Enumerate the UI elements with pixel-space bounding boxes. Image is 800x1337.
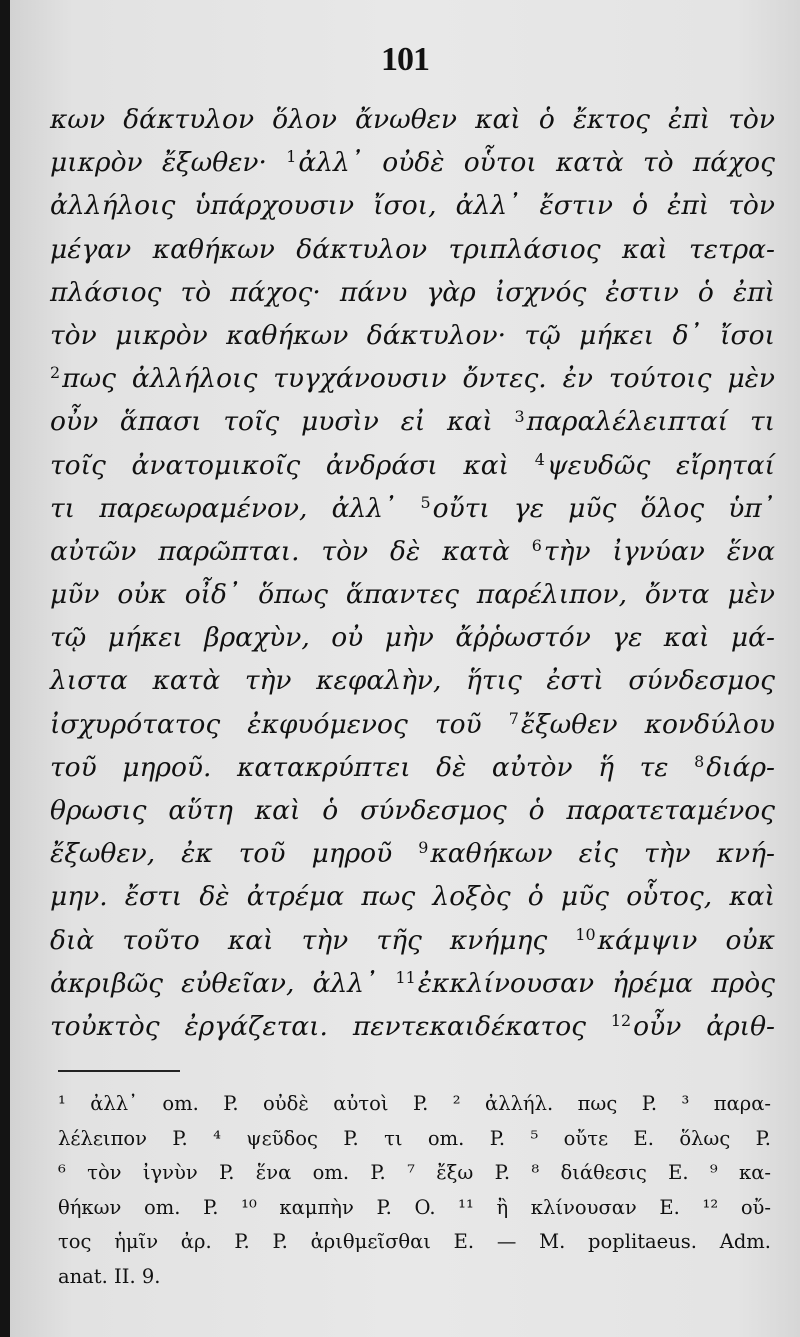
footnote-line: λέλειπον P. ⁴ ψεῦδος P. τι om. P. ⁵ οὔτε E. ὅλως P.	[58, 1126, 771, 1150]
text-line	[50, 314, 775, 357]
line-text: διὰ τοῦτο καὶ τὴν τῆς κνήμης	[50, 924, 548, 956]
text-line	[50, 962, 775, 1005]
text-line	[50, 703, 775, 746]
line-text: τὴν ἰγνύαν ἕνα	[543, 535, 775, 567]
text-line	[50, 487, 775, 530]
page-number: 101	[381, 41, 429, 78]
text-line	[50, 98, 775, 141]
line-text: ἰσχυρότατος ἐκφυόμενος τοῦ	[50, 708, 482, 740]
line-text: πλάσιος τὸ πάχος· πάνυ γὰρ ἰσχνός ἐστιν ὁ ἐπὶ	[50, 276, 775, 308]
text-line	[50, 659, 775, 702]
line-text: ἀλλήλοις ὑπάρχουσιν ἴσοι, ἀλλ᾽ ἔστιν ὁ ἐπὶ τὸν	[50, 190, 775, 222]
footnote-marker: 4	[534, 449, 545, 469]
footnote-marker: 6	[531, 536, 542, 556]
main-text-block	[50, 98, 775, 1048]
line-text: ἔξωθεν, ἐκ τοῦ μηροῦ	[50, 838, 393, 870]
footnote-marker: 2	[50, 363, 61, 383]
text-line	[50, 616, 775, 659]
line-text: οὖν ἀριθ-	[633, 1010, 775, 1042]
text-line	[50, 530, 775, 573]
line-text: τι παρεωραμένον, ἀλλ᾽	[50, 492, 397, 524]
text-line	[50, 184, 775, 227]
footnote-marker: 11	[395, 968, 416, 988]
line-text: ἀλλ᾽ οὐδὲ οὗτοι κατὰ τὸ πάχος	[298, 147, 775, 179]
line-text: μην. ἔστι δὲ ἀτρέμα πως λοξὸς ὁ μῦς οὗτος, καὶ	[50, 881, 775, 913]
footnote-marker: 3	[514, 406, 525, 426]
footnote-marker: 1	[286, 147, 297, 167]
line-text: τῷ μήκει βραχὺν, οὐ μὴν ἄῤῥωστόν γε καὶ μά-	[50, 622, 775, 654]
text-line	[50, 789, 775, 832]
line-text: διάρ-	[706, 751, 775, 783]
footnote-marker: 5	[420, 492, 431, 512]
footnotes-block	[58, 1087, 771, 1294]
text-line	[50, 875, 775, 918]
footnote-rule	[58, 1070, 180, 1072]
text-line	[50, 746, 775, 789]
footnote-line: τος ἡμῖν ἀρ. P. P. ἀριθμεῖσθαι E. — M. poplitaeus. Adm.	[58, 1230, 771, 1253]
book-page	[10, 0, 800, 1337]
footnote-marker: 8	[694, 752, 705, 772]
line-text: μέγαν καθήκων δάκτυλον τριπλάσιος καὶ τετρα-	[50, 233, 775, 265]
text-line	[50, 919, 775, 962]
line-text: κων δάκτυλον ὅλον ἄνωθεν καὶ ὁ ἔκτος ἐπὶ τὸν	[50, 104, 775, 135]
footnote-marker: 10	[575, 924, 596, 944]
text-line	[50, 271, 775, 314]
line-text: καθήκων εἰς τὴν κνή-	[430, 838, 775, 870]
text-line	[50, 1005, 775, 1048]
footnote-marker: 7	[508, 708, 519, 728]
footnote-line: ¹ ἀλλ᾽ om. P. οὐδὲ αὐτοὶ P. ² ἀλλήλ. πως P. ³ παρα-	[58, 1092, 771, 1115]
text-line	[50, 832, 775, 875]
text-line	[50, 400, 775, 443]
line-text: τοῖς ἀνατομικοῖς ἀνδράσι καὶ	[50, 449, 510, 481]
footnote-line: ⁶ τὸν ἰγνὺν P. ἕνα om. P. ⁷ ἔξω P. ⁸ διάθεσις E. ⁹ κα-	[58, 1161, 771, 1184]
line-text: οὖν ἅπασι τοῖς μυσὶν εἰ καὶ	[50, 406, 493, 438]
line-text: πως ἀλλήλοις τυγχάνουσιν ὄντες. ἐν τούτοις μὲν	[62, 363, 775, 395]
footnote-line: θήκων om. P. ¹⁰ καμπὴν P. O. ¹¹ ἢ κλίνουσαν E. ¹² οὔ-	[58, 1195, 771, 1219]
line-text: μῦν οὐκ οἶδ᾽ ὅπως ἅπαντες παρέλιπον, ὄντα μὲν	[50, 579, 775, 611]
line-text: ψευδῶς εἴρηταί	[546, 449, 775, 481]
line-text: κάμψιν οὐκ	[597, 924, 775, 956]
line-text: ἀκριβῶς εὐθεῖαν, ἀλλ᾽	[50, 967, 378, 999]
text-line	[50, 228, 775, 271]
line-text: αὐτῶν παρῶπται. τὸν δὲ κατὰ	[50, 535, 510, 567]
line-text: τὸν μικρὸν καθήκων δάκτυλον· τῷ μήκει δ᾽ ἴσοι	[50, 319, 775, 351]
text-line	[50, 573, 775, 616]
footnote-marker: 9	[418, 838, 429, 858]
text-line	[50, 444, 775, 487]
line-text: ἔξωθεν κονδύλου	[520, 708, 775, 740]
footnote-line: anat. II. 9.	[58, 1264, 161, 1288]
line-text: μικρὸν ἔξωθεν·	[50, 147, 267, 179]
line-text: τοὐκτὸς ἐργάζεται. πεντεκαιδέκατος	[50, 1010, 587, 1042]
line-text: θρωσις αὕτη καὶ ὁ σύνδεσμος ὁ παρατεταμένος	[50, 795, 775, 826]
line-text: οὔτι γε μῦς ὅλος ὑπ᾽	[432, 492, 775, 524]
footnote-marker: 12	[610, 1011, 632, 1031]
line-text: λιστα κατὰ τὴν κεφαλὴν, ἥτις ἐστὶ σύνδεσμος	[50, 665, 775, 697]
text-line	[50, 141, 775, 184]
line-text: ἐκκλίνουσαν ἠρέμα πρὸς	[417, 967, 775, 999]
line-text: παραλέλειπταί τι	[526, 406, 775, 438]
text-line	[50, 357, 775, 400]
line-text: τοῦ μηροῦ. κατακρύπτει δὲ αὐτὸν ἥ τε	[50, 751, 669, 783]
